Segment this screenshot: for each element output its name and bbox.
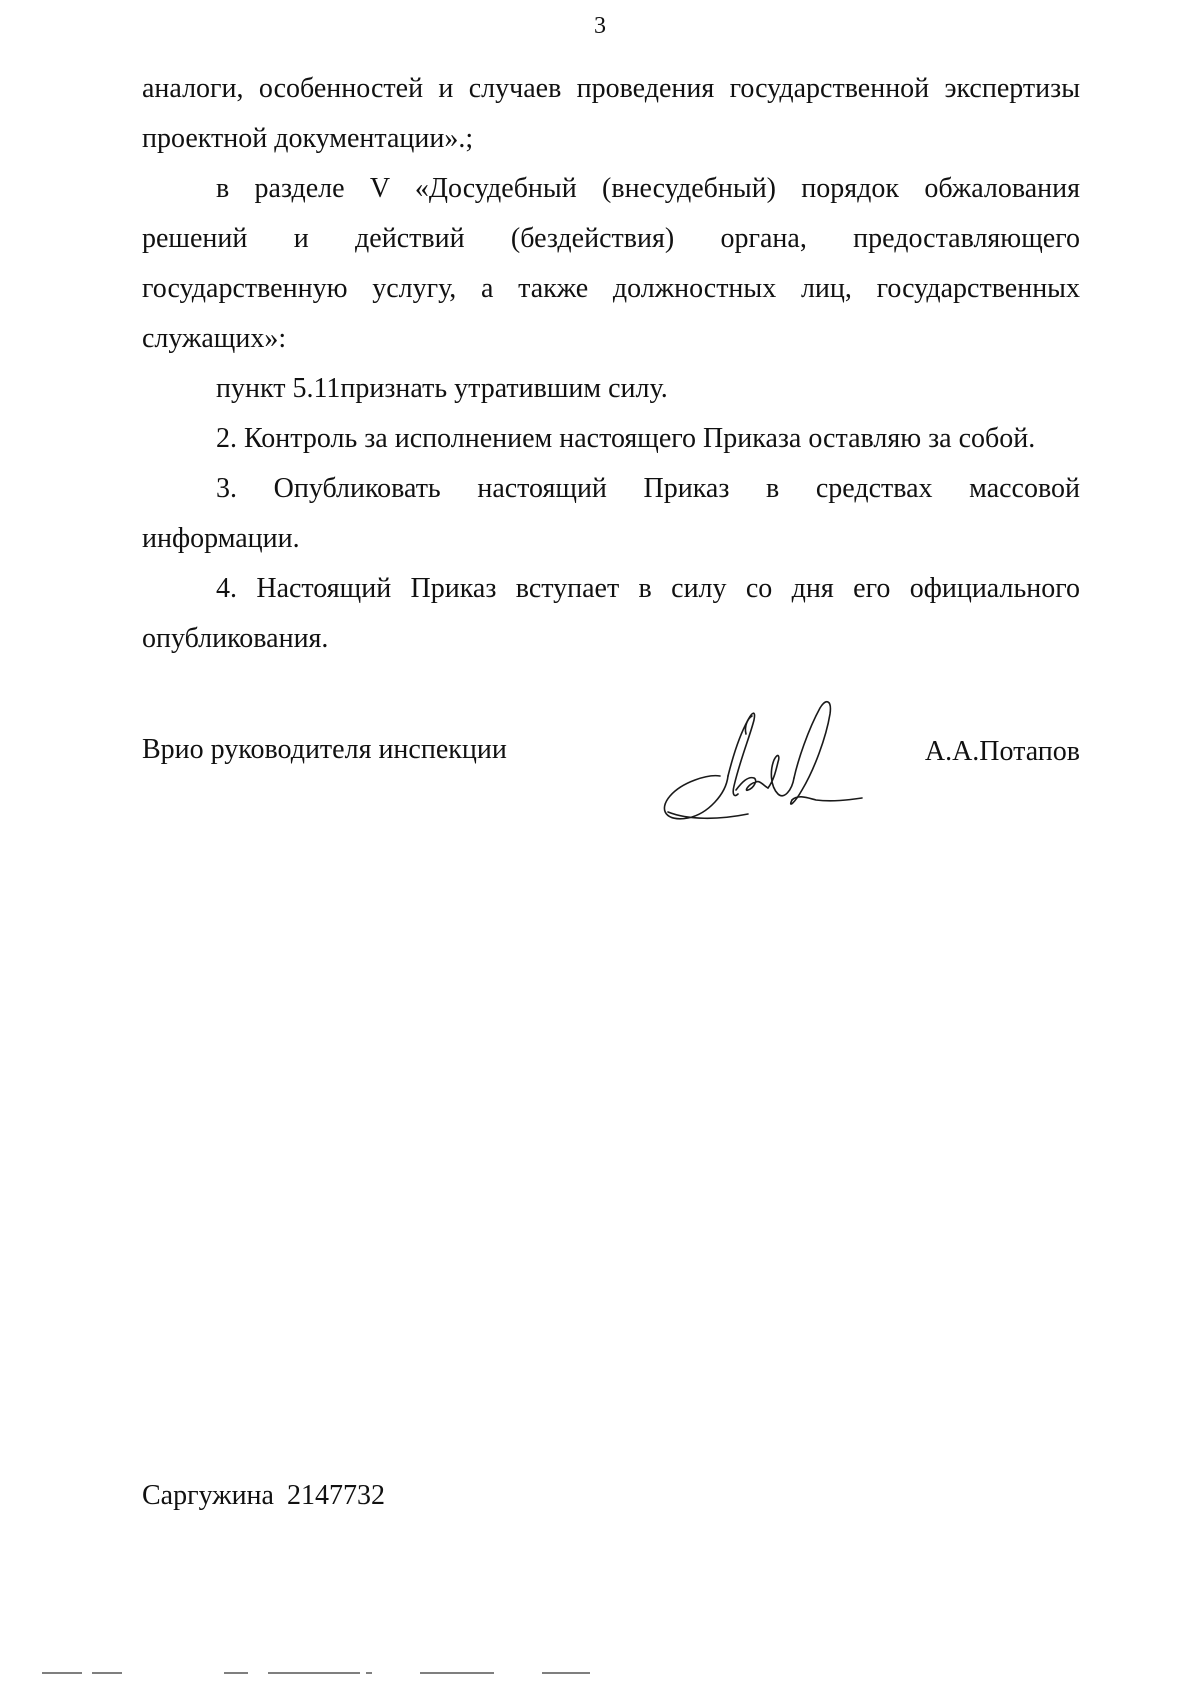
- executor-info: [142, 1478, 385, 1514]
- executor-name: Саргужина: [142, 1480, 274, 1511]
- executor-phone: 2147732: [286, 1480, 385, 1511]
- paragraph-line: пункт 5.11признать утратившим силу.: [216, 373, 668, 404]
- paragraph-line: служащих»:: [142, 323, 287, 354]
- document-body: [142, 64, 1080, 664]
- paragraph-line: проектной документации».;: [142, 123, 474, 154]
- paragraph-line: информации.: [142, 523, 300, 554]
- handwritten-signature: [648, 690, 866, 836]
- list-item: 2. Контроль за исполнением настоящего Приказа оставляю за собой.: [216, 423, 1036, 454]
- signatory-title: Врио руководителя инспекции: [142, 734, 507, 765]
- paragraph-line: аналоги, особенностей и случаев проведения государственной экспертизы: [142, 73, 1080, 104]
- page-number: 3: [594, 13, 606, 39]
- signatory-name: А.А.Потапов: [924, 736, 1080, 767]
- list-item: 3. Опубликовать настоящий Приказ в средствах массовой: [216, 473, 1080, 504]
- paragraph-line: в разделе V «Досудебный (внесудебный) порядок обжалования: [216, 173, 1080, 204]
- paragraph-line: решений и действий (бездействия) органа, предоставляющего: [142, 223, 1080, 254]
- list-item: 4. Настоящий Приказ вступает в силу со дня его официального: [216, 573, 1080, 604]
- scan-artifact-lines: [0, 1665, 1200, 1685]
- paragraph-line: государственную услугу, а также должностных лиц, государственных: [142, 273, 1080, 304]
- signature-block: [142, 730, 1080, 770]
- paragraph-line: опубликования.: [142, 623, 329, 654]
